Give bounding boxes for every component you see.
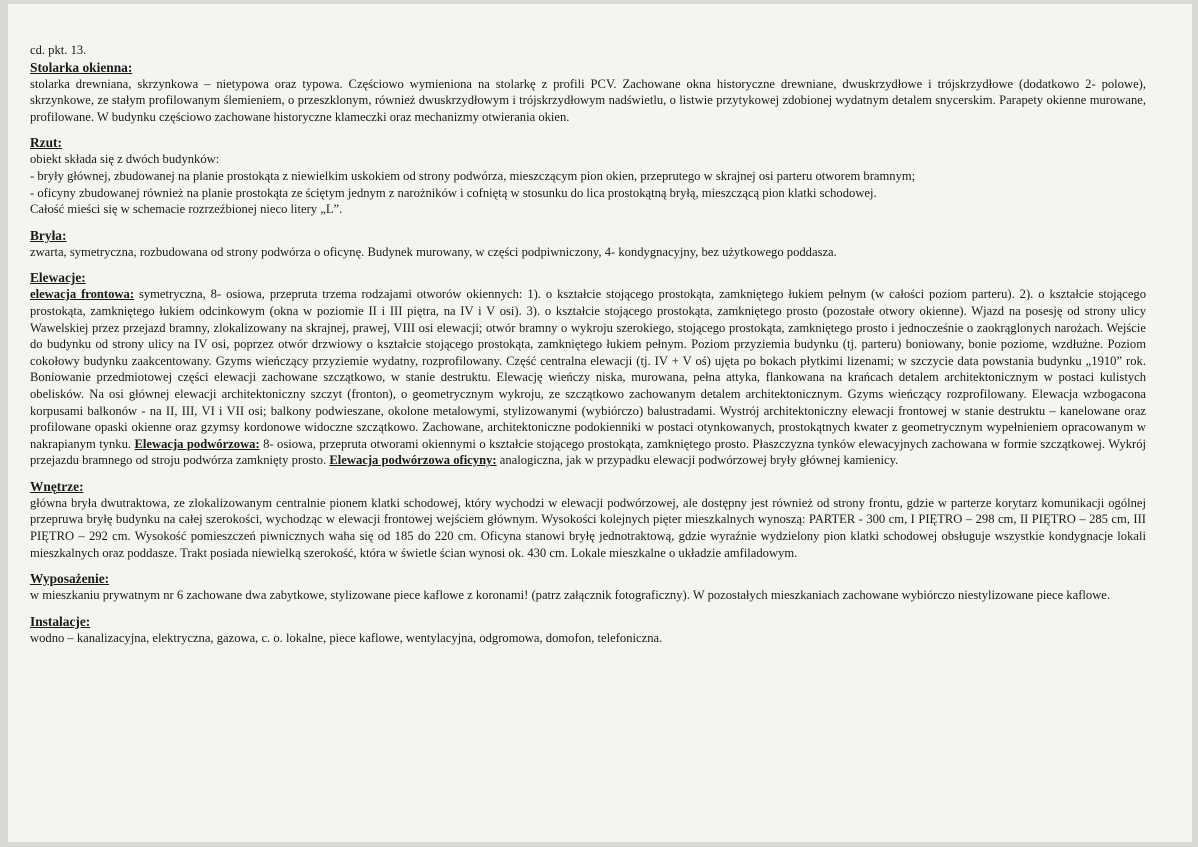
heading-instalacje: Instalacje:	[30, 613, 91, 629]
text-elewacja-podworzowa: 8- osiowa, przepruta otworami okiennymi o kształcie stojącego prostokąta, zamkniętego prosto. Płaszczyzna tynków elewacyjnych zachowana w formie szczątkowej. Wykrój przejazdu bramnego od stroju podwórza zamknięty prosto.	[30, 436, 1146, 468]
heading-bryla: Bryła:	[30, 227, 67, 243]
section-instalacje	[30, 613, 1146, 647]
text-elewacja-oficyny: analogiczna, jak w przypadku elewacji podwórzowej bryły głównej kamienicy.	[496, 453, 899, 468]
text-instalacje: wodno – kanalizacyjna, elektryczna, gazowa, c. o. lokalne, piece kaflowe, wentylacyjna, odgromowa, domofon, telefoniczna.	[30, 630, 663, 645]
text-elewacja-frontowa: symetryczna, 8- osiowa, przepruta trzema rodzajami otworów okiennych: 1). o kształcie stojącego prostokąta, zamkniętego łukiem pełnym (w całości poziom parteru). 2). o kształcie stojącego prostokąta, zamkniętego łukiem odcinkowym (okna w poziomie II i III piętra, na IV i V osi). 3). o kształcie stojącego prostokąta, zamkniętego prosto (pozostałe otwory okienne). Wjazd na posesję od strony ulicy Wawelskiej przez przejazd bramny, zlokalizowany na skrajnej, prawej, VIII osi elewacji; otwór bramny o wykroju szerokiego, stojącego prostokąta, zamkniętego prosto i jednocześnie o zaokrąglonych narożach. Wejście do budynku od strony ulicy na IV osi, poprzez otwór drzwiowy o kształcie stojącego prostokąta, zamkniętego łukiem pełnym. Poziom przyziemia budynku (tj. parteru) boniowany, bonie poziome, wzdłużne. Poziom cokołowy budynku zaakcentowany. Gzyms wieńczący przyziemie wydatny, rozprofilowany. Część centralna elewacji (tj. IV + V oś) ujęta po bokach płytkimi lizenami; w szczycie data powstania budynku „1910” rok. Boniowanie przedmiotowej części elewacji zachowane szczątkowo, w stanie destruktu. Elewację wieńczy niska, murowana, pełna attyka, flankowana na krańcach detalem architektonicznym w postaci kulistych obelisków. Na osi głównej elewacji architektoniczny szczyt (fronton), o geometrycznym wykroju, ze szczątkowo zachowanym detalem architektonicznym. Gzyms wieńczący rozprofilowany. Elewacja wzbogacona korpusami balkonów - na II, III, VI i VII osi; balkony podwieszane, okolone metalowymi, stylizowanymi (wybiórczo) balustradami. Wystrój architektoniczny elewacji frontowej w stanie destruktu – kanelowane oraz profilowane opaski okienne oraz gzymsy kordonowe widoczne szczątkowo. Zachowane, architektoniczne podokienniki w postaci otynkowanych, prostokątnych kwater z geometrycznym wypełnieniem opracowanym w nakrapianym tynku.	[30, 287, 1146, 451]
section-wnetrze	[30, 478, 1146, 561]
text-rzut-line: obiekt składa się z dwóch budynków:	[30, 152, 220, 167]
heading-elewacje: Elewacje:	[30, 270, 86, 286]
section-wyposazenie	[30, 570, 1146, 604]
text-rzut-line: - oficyny zbudowanej również na planie prostokąta ze ściętym jednym z narożników i cofniętą w stosunku do lica prostokątną bryłą, mieszczącą pion klatki schodowej.	[30, 185, 877, 200]
section-rzut	[30, 134, 1146, 217]
heading-wyposazenie: Wyposażenie:	[30, 571, 110, 587]
text-rzut-line: Całość mieści się w schemacie rozrzeźbionej nieco litery „L”.	[30, 202, 343, 217]
text-wnetrze: główna bryła dwutraktowa, ze zlokalizowanym centralnie pionem klatki schodowej, który wychodzi w elewacji podwórzowej, ale dostępny jest również od strony frontu, gdzie w parterze korytarz komunikacji ogólnej przepruwa bryłę budynku na całej szerokości, wychodząc w elewacji frontowej wejściem głównym. Wysokości kolejnych pięter mieszkalnych wynoszą: PARTER - 300 cm, I PIĘTRO – 298 cm, II PIĘTRO – 285 cm, III PIĘTRO – 292 cm. Wysokość pomieszczeń piwnicznych waha się od 185 do 220 cm. Oficyna stanowi bryłę jednotraktową, gdzie wyraźnie wydzielony pion klatki schodowej obsługuje wszystkie kondygnacje lokali mieszkalnych oraz poddasze. Trakt posiada niewielką szerokość, która w świetle ścian wynosi ok. 430 cm. Lokale mieszkalne o układzie amfiladowym.	[30, 495, 1146, 560]
text-rzut-line: - bryły głównej, zbudowanej na planie prostokąta z niewielkim uskokiem od strony podwórza, mieszczącym pion okien, przeprutego w skrajnej osi parteru otworem bramnym;	[30, 168, 916, 183]
heading-stolarka: Stolarka okienna:	[30, 59, 133, 75]
heading-rzut: Rzut:	[30, 135, 62, 151]
section-reference: cd. pkt. 13.	[30, 43, 87, 57]
label-elewacja-frontowa: elewacja frontowa:	[30, 287, 135, 302]
text-stolarka: stolarka drewniana, skrzynkowa – nietypowa oraz typowa. Częściowo wymieniona na stolarkę z profili PCV. Zachowane okna historyczne drewniane, dwuskrzydłowe i trójskrzydłowe (dodatkowo 2- polowe), skrzynkowe, ze stałym profilowanym ślemieniem, o przeszklonym, również dwuskrzydłowym i trójskrzydłowym nadświetlu, o listwie przytykowej zdobionej wydatnym detalem snycerskim. Parapety okienne murowane, profilowane. W budynku częściowo zachowane historyczne klameczki oraz mechanizmy otwierania okien.	[30, 76, 1146, 124]
text-bryla: zwarta, symetryczna, rozbudowana od strony podwórza o oficynę. Budynek murowany, w części podpiwniczony, 4- kondygnacyjny, bez użytkowego poddasza.	[30, 244, 837, 259]
heading-wnetrze: Wnętrze:	[30, 478, 84, 494]
section-stolarka	[30, 59, 1146, 126]
section-elewacje	[30, 269, 1146, 469]
text-wyposazenie: w mieszkaniu prywatnym nr 6 zachowane dwa zabytkowe, stylizowane piece kaflowe z koronami! (patrz załącznik fotograficzny). W pozostałych mieszkaniach zachowane wybiórczo niestylizowane piece kaflowe.	[30, 588, 1111, 603]
label-elewacja-podworzowa: Elewacja podwórzowa:	[134, 436, 260, 451]
text-elewacje	[30, 286, 1146, 469]
section-bryla	[30, 227, 1146, 261]
label-elewacja-oficyny: Elewacja podwórzowa oficyny:	[329, 453, 497, 468]
document-page	[8, 4, 1192, 842]
